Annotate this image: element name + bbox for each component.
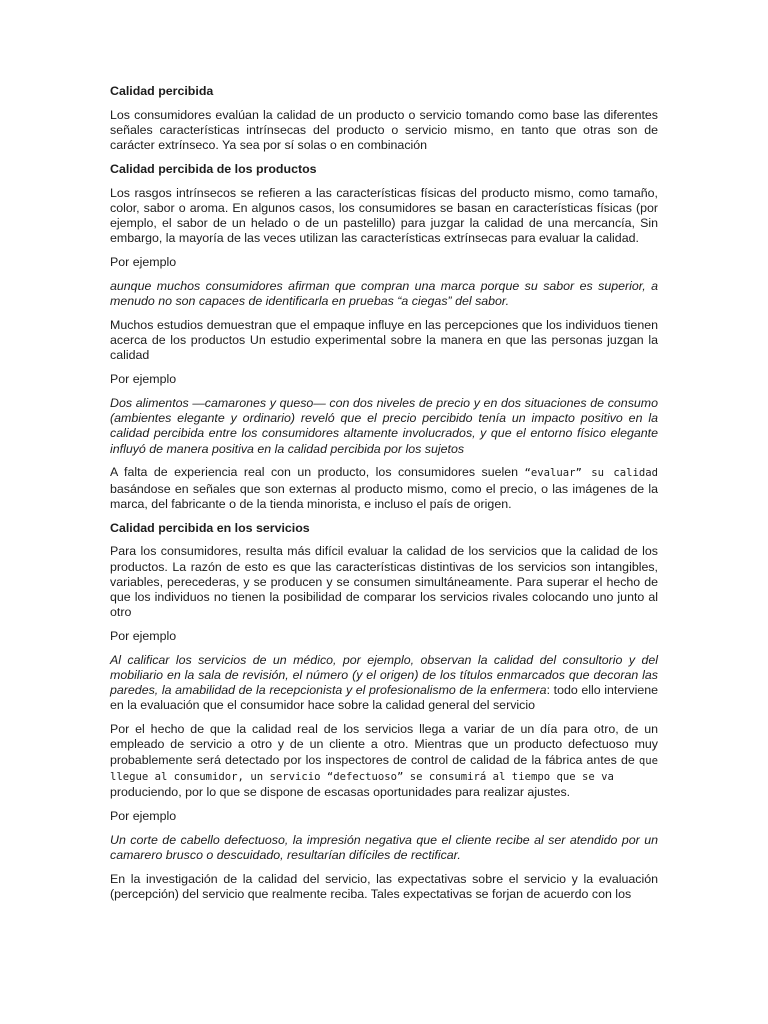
- paragraph-empaque: Muchos estudios demuestran que el empaque influye en las percepciones que los individuos tienen acerca de los productos Un estudio experimental sobre la manera en que las personas juzgan la calidad: [110, 318, 658, 363]
- heading-calidad-servicios: Calidad percibida en los servicios: [110, 520, 310, 535]
- text-run: produciendo, por lo que se dispone de escasas oportunidades para realizar ajustes.: [110, 785, 571, 800]
- example-text-corte-cabello: Un corte de cabello defectuoso, la impresión negativa que el cliente recibe al ser atendido por un camarero brusco o descuidado, resultarían difíciles de rectificar.: [110, 832, 658, 862]
- paragraph-servicios-dificil: Para los consumidores, resulta más difícil evaluar la calidad de los servicios que la calidad de los productos. La razón de esto es que las características distintivas de los servicios son intangibles, variables, perecederas, y se producen y se consumen simultáneamente. Para superar el hecho de que los individuos no tienen la posibilidad de comparar los servicios rivales colocando uno junto al otro: [110, 544, 658, 620]
- example-text-sabor: aunque muchos consumidores afirman que compran una marca porque su sabor es superior, a menudo no son capaces de identificarla en pruebas “a ciegas” del sabor.: [110, 279, 658, 309]
- example-text-alimentos: Dos alimentos —camarones y queso— con dos niveles de precio y en dos situaciones de consumo (ambientes elegante y ordinario) reveló que el precio percibido tenía un impacto positivo en la calidad percibida entre los consumidores altamente involucrados, y que el entorno físico elegante influyó de manera positiva en la calidad percibida por los sujetos: [110, 396, 658, 456]
- text-run: basándose en señales que son externas al producto mismo, como el precio, o las imágenes de la marca, del fabricante o de la tienda minorista, e incluso el país de origen.: [110, 481, 658, 511]
- paragraph-intro: Los consumidores evalúan la calidad de un producto o servicio tomando como base las diferentes señales características intrínsecas del producto o servicio mismo, en tanto que otras son de carácter extrínseco. Ya sea por sí solas o en combinación: [110, 107, 658, 153]
- paragraph-investigacion: En la investigación de la calidad del servicio, las expectativas sobre el servicio y la evaluación (percepción) del servicio que realmente reciba. Tales expectativas se forjan de acuerdo con los: [110, 871, 658, 901]
- example-label: Por ejemplo: [110, 808, 177, 823]
- document-page: [110, 84, 658, 911]
- example-label: Por ejemplo: [110, 629, 177, 644]
- text-run-italic: Al calificar los servicios de un médico, por ejemplo, observan la calidad del consultorio y del mobiliario en la sala de revisión, el número (y el origen) de los títulos enmarcados que decoran las paredes, la amabilidad de la recepcionista y el profesionalismo de la enfermera: [110, 652, 658, 698]
- heading-calidad-percibida: Calidad percibida: [110, 84, 214, 98]
- example-label: Por ejemplo: [110, 255, 177, 270]
- text-run: : todo ello interviene en la evaluación que el consumidor hace sobre la calidad general del servicio: [110, 683, 658, 713]
- text-run: Por el hecho de que la calidad real de los servicios llega a variar de un día para otro, de un empleado de servicio a otro y de un cliente a otro. Mientras que un producto defectuoso muy probablemente será detectado por los inspectores de control de calidad de la fábrica antes de: [110, 722, 658, 767]
- text-run-typewriter: que llegue al consumidor, un servicio “defectuoso” se consumirá al tiempo que se va: [110, 754, 658, 783]
- example-text-medico: [110, 653, 658, 714]
- text-run: A falta de experiencia real con un producto, los consumidores suelen: [110, 465, 525, 480]
- heading-calidad-productos: Calidad percibida de los productos: [110, 162, 317, 176]
- text-run-typewriter: “evaluar” su calidad: [524, 467, 659, 480]
- paragraph-variabilidad: [110, 722, 658, 800]
- paragraph-rasgos-intrinsecos: Los rasgos intrínsecos se refieren a las características físicas del producto mismo, como tamaño, color, sabor o aroma. En algunos casos, los consumidores se basan en características físicas (por ejemplo, el sabor de un helado o de un pastelillo) para juzgar la calidad de una mercancía, Sin embargo, la mayoría de las veces utilizan las características extrínsecas para evaluar la calidad.: [110, 185, 658, 246]
- paragraph-falta-experiencia: [110, 465, 658, 512]
- example-label: Por ejemplo: [110, 372, 177, 387]
